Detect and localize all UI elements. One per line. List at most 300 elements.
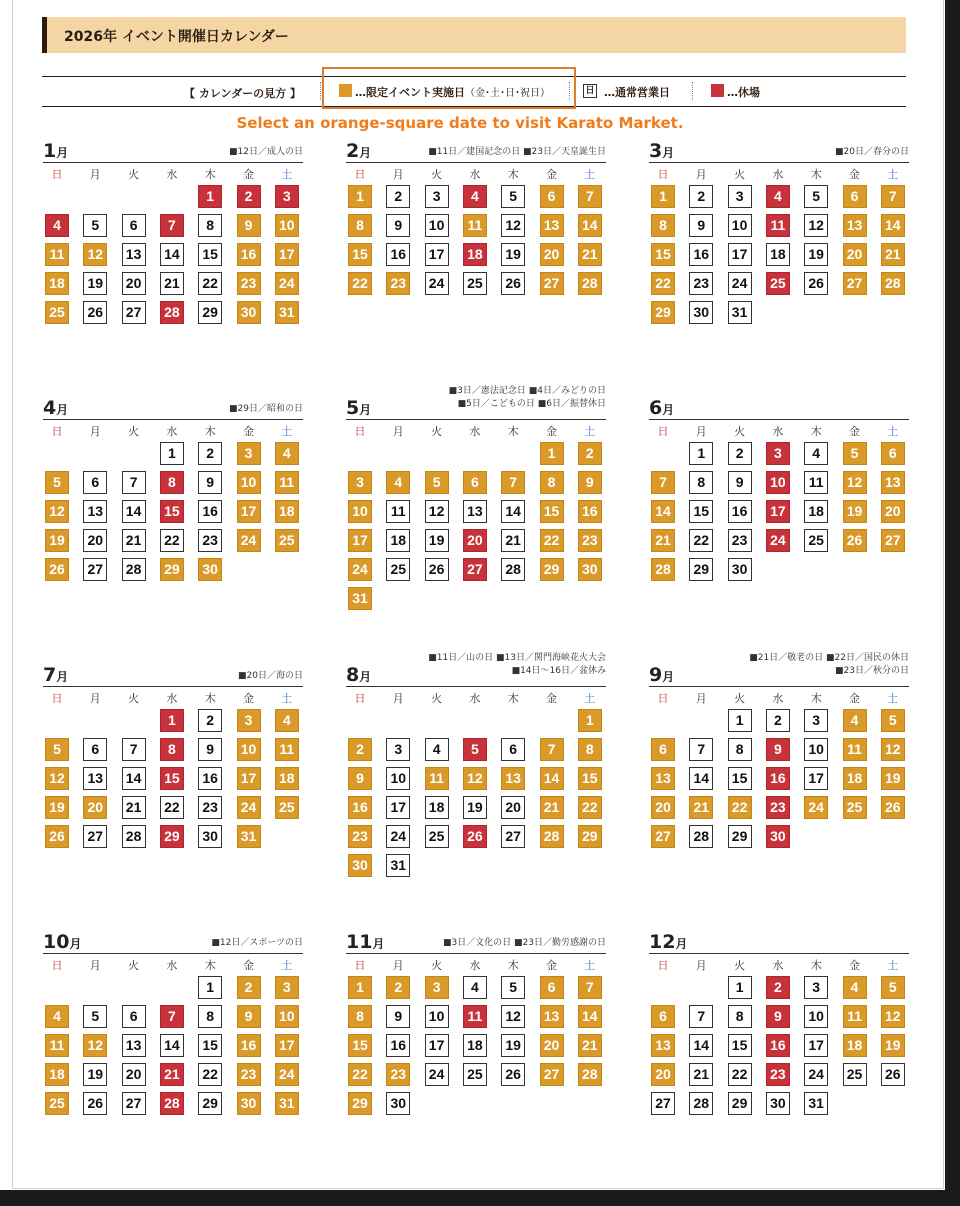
month-unit: 月 (662, 670, 675, 684)
weekday-header: 金 (849, 168, 860, 181)
event-day-cell[interactable]: 23 (386, 272, 410, 295)
month-name (43, 140, 68, 162)
weekday-header: 木 (810, 959, 822, 972)
event-day-cell[interactable]: 5 (881, 709, 905, 732)
normal-day-cell: 26 (881, 1063, 905, 1086)
event-day-cell[interactable]: 24 (275, 272, 299, 295)
weekday-header: 火 (431, 959, 443, 972)
event-day-cell[interactable]: 19 (843, 500, 867, 523)
event-day-cell[interactable]: 22 (540, 529, 564, 552)
event-day-cell[interactable]: 19 (881, 1034, 905, 1057)
event-day-cell[interactable]: 2 (348, 738, 372, 761)
weekday-header: 月 (695, 425, 707, 438)
event-day-cell[interactable]: 1 (348, 976, 372, 999)
month-number: 6 (649, 397, 663, 419)
month-divider (346, 419, 606, 420)
event-day-cell[interactable]: 10 (237, 738, 261, 761)
event-day-cell[interactable]: 16 (237, 1034, 261, 1057)
event-day-cell[interactable]: 12 (463, 767, 487, 790)
weekday-header: 土 (887, 692, 899, 705)
normal-day-cell: 18 (425, 796, 449, 819)
event-day-cell[interactable]: 15 (540, 500, 564, 523)
event-day-cell[interactable]: 1 (540, 442, 564, 465)
normal-day-swatch: 日 (583, 84, 597, 98)
event-day-cell[interactable]: 21 (651, 529, 675, 552)
event-day-cell[interactable]: 25 (843, 796, 867, 819)
event-day-cell[interactable]: 1 (348, 185, 372, 208)
event-day-cell[interactable]: 15 (578, 767, 602, 790)
event-day-cell[interactable]: 15 (348, 1034, 372, 1057)
normal-day-cell: 12 (501, 214, 525, 237)
weekday-header: 月 (695, 168, 707, 181)
normal-day-cell: 26 (83, 1092, 107, 1115)
event-day-cell[interactable]: 2 (386, 976, 410, 999)
event-day-cell[interactable]: 18 (843, 1034, 867, 1057)
event-day-cell[interactable]: 13 (651, 767, 675, 790)
event-day-cell[interactable]: 29 (578, 825, 602, 848)
holiday-note: ■23日／秋分の日 (835, 666, 909, 676)
month-divider (43, 686, 303, 687)
normal-day-cell: 10 (804, 738, 828, 761)
event-day-cell[interactable]: 5 (881, 976, 905, 999)
normal-day-cell: 19 (463, 796, 487, 819)
event-day-cell[interactable]: 5 (425, 471, 449, 494)
weekday-header: 月 (89, 425, 101, 438)
event-day-cell[interactable]: 6 (651, 738, 675, 761)
event-day-cell[interactable]: 12 (45, 500, 69, 523)
event-day-cell[interactable]: 23 (348, 825, 372, 848)
holiday-note: ■20日／春分の日 (835, 147, 909, 157)
month-number: 12 (649, 931, 676, 953)
normal-day-cell: 11 (804, 471, 828, 494)
closed-day-cell: 3 (766, 442, 790, 465)
event-day-cell[interactable]: 20 (540, 243, 564, 266)
event-day-cell[interactable]: 8 (348, 214, 372, 237)
event-day-cell[interactable]: 10 (237, 471, 261, 494)
month-divider (649, 419, 909, 420)
event-day-cell[interactable]: 7 (881, 185, 905, 208)
event-day-cell[interactable]: 9 (578, 471, 602, 494)
event-day-cell[interactable]: 11 (463, 214, 487, 237)
event-day-cell[interactable]: 26 (881, 796, 905, 819)
event-day-cell[interactable]: 14 (651, 500, 675, 523)
normal-day-cell: 22 (198, 272, 222, 295)
event-day-cell[interactable]: 8 (651, 214, 675, 237)
normal-day-cell: 15 (728, 767, 752, 790)
event-day-cell[interactable]: 7 (501, 471, 525, 494)
event-day-cell[interactable]: 12 (881, 738, 905, 761)
event-day-cell[interactable]: 16 (348, 796, 372, 819)
month-divider (649, 162, 909, 163)
weekday-header: 水 (166, 959, 178, 972)
event-day-cell[interactable]: 28 (651, 558, 675, 581)
normal-day-cell: 19 (501, 1034, 525, 1057)
closed-day-cell: 30 (766, 825, 790, 848)
event-day-cell[interactable]: 31 (275, 301, 299, 324)
month-number: 9 (649, 664, 663, 686)
weekday-header: 日 (657, 959, 669, 972)
normal-day-cell: 24 (386, 825, 410, 848)
event-day-cell[interactable]: 26 (45, 558, 69, 581)
event-day-cell[interactable]: 22 (651, 272, 675, 295)
weekday-header: 金 (243, 692, 254, 705)
month-name (346, 664, 371, 686)
event-legend-highlight (322, 67, 576, 109)
event-day-cell[interactable]: 13 (501, 767, 525, 790)
normal-day-cell: 15 (198, 1034, 222, 1057)
weekday-header: 水 (772, 692, 784, 705)
weekday-header: 金 (546, 425, 557, 438)
event-day-cell[interactable]: 24 (275, 1063, 299, 1086)
normal-day-cell: 3 (386, 738, 410, 761)
event-day-cell[interactable]: 12 (843, 471, 867, 494)
event-day-cell[interactable]: 4 (386, 471, 410, 494)
normal-day-cell: 30 (728, 558, 752, 581)
weekday-header: 火 (734, 959, 746, 972)
event-day-cell[interactable]: 12 (83, 1034, 107, 1057)
event-day-cell[interactable]: 19 (45, 529, 69, 552)
event-day-cell[interactable]: 6 (881, 442, 905, 465)
event-day-cell[interactable]: 13 (843, 214, 867, 237)
holiday-note: ■3日／憲法記念日 ■4日／みどりの日 (448, 386, 606, 396)
event-day-cell[interactable]: 27 (843, 272, 867, 295)
normal-day-cell: 15 (728, 1034, 752, 1057)
event-day-cell[interactable]: 20 (83, 796, 107, 819)
event-day-cell[interactable]: 20 (843, 243, 867, 266)
event-day-cell[interactable]: 15 (348, 243, 372, 266)
event-day-cell[interactable]: 21 (540, 796, 564, 819)
event-day-cell[interactable]: 13 (540, 214, 564, 237)
event-day-cell[interactable]: 20 (881, 500, 905, 523)
weekday-header: 火 (128, 168, 140, 181)
normal-day-cell: 6 (501, 738, 525, 761)
event-day-cell[interactable]: 28 (578, 272, 602, 295)
weekday-header: 土 (584, 959, 596, 972)
weekday-header: 火 (128, 959, 140, 972)
event-day-cell[interactable]: 4 (45, 1005, 69, 1028)
event-day-cell[interactable]: 30 (198, 558, 222, 581)
normal-day-cell: 25 (463, 272, 487, 295)
event-day-cell[interactable]: 13 (540, 1005, 564, 1028)
weekday-header: 木 (810, 425, 822, 438)
event-day-cell[interactable]: 4 (843, 976, 867, 999)
normal-day-cell: 30 (198, 825, 222, 848)
event-day-cell[interactable]: 6 (540, 185, 564, 208)
month-number: 5 (346, 397, 360, 419)
event-day-cell[interactable]: 2 (237, 976, 261, 999)
event-day-cell[interactable]: 11 (843, 1005, 867, 1028)
event-day-cell[interactable]: 27 (540, 1063, 564, 1086)
normal-day-cell: 19 (425, 529, 449, 552)
event-day-cell[interactable]: 22 (348, 272, 372, 295)
month-unit: 月 (662, 403, 675, 417)
month-unit: 月 (56, 403, 69, 417)
normal-day-cell: 10 (425, 214, 449, 237)
event-day-cell[interactable]: 7 (651, 471, 675, 494)
event-day-cell[interactable]: 5 (45, 471, 69, 494)
event-day-cell[interactable]: 8 (578, 738, 602, 761)
normal-day-cell: 8 (728, 1005, 752, 1028)
normal-day-cell: 30 (386, 1092, 410, 1115)
normal-day-cell: 13 (122, 243, 146, 266)
event-day-cell[interactable]: 31 (348, 587, 372, 610)
month-name (649, 664, 674, 686)
event-day-cell[interactable]: 28 (881, 272, 905, 295)
weekday-header: 土 (584, 692, 596, 705)
event-day-cell[interactable]: 20 (651, 1063, 675, 1086)
event-day-cell[interactable]: 21 (578, 243, 602, 266)
normal-day-cell: 5 (804, 185, 828, 208)
event-day-cell[interactable]: 22 (348, 1063, 372, 1086)
event-day-cell[interactable]: 17 (275, 1034, 299, 1057)
event-day-cell[interactable]: 7 (540, 738, 564, 761)
normal-day-cell: 4 (425, 738, 449, 761)
event-day-cell[interactable]: 5 (843, 442, 867, 465)
event-day-cell[interactable]: 10 (275, 1005, 299, 1028)
event-day-cell[interactable]: 4 (275, 442, 299, 465)
event-day-cell[interactable]: 27 (540, 272, 564, 295)
weekday-header: 土 (887, 425, 899, 438)
normal-day-cell: 23 (689, 272, 713, 295)
normal-day-cell: 1 (160, 442, 184, 465)
holiday-note: ■5日／こどもの日 ■6日／振替休日 (457, 399, 606, 409)
event-day-cell[interactable]: 16 (237, 243, 261, 266)
event-day-cell[interactable]: 27 (881, 529, 905, 552)
weekday-header: 土 (887, 959, 899, 972)
event-day-cell[interactable]: 10 (348, 500, 372, 523)
month-5 (346, 386, 606, 647)
event-day-cell[interactable]: 9 (237, 214, 261, 237)
event-day-cell[interactable]: 30 (237, 1092, 261, 1115)
holiday-notes (749, 652, 909, 678)
event-day-cell[interactable]: 17 (237, 767, 261, 790)
event-day-cell[interactable]: 24 (237, 529, 261, 552)
event-day-cell[interactable]: 19 (881, 767, 905, 790)
month-name (43, 397, 68, 419)
month-number: 7 (43, 664, 57, 686)
event-day-cell[interactable]: 18 (45, 272, 69, 295)
event-day-cell[interactable]: 22 (728, 796, 752, 819)
event-day-cell[interactable]: 13 (651, 1034, 675, 1057)
event-day-cell[interactable]: 19 (45, 796, 69, 819)
closed-day-cell: 4 (766, 185, 790, 208)
event-day-cell[interactable]: 29 (348, 1092, 372, 1115)
month-name (346, 140, 371, 162)
event-day-cell[interactable]: 17 (237, 500, 261, 523)
normal-day-cell: 13 (463, 500, 487, 523)
event-day-cell[interactable]: 11 (275, 471, 299, 494)
event-day-cell[interactable]: 14 (578, 214, 602, 237)
event-day-cell[interactable]: 24 (804, 796, 828, 819)
month-name (649, 140, 674, 162)
event-day-cell[interactable]: 1 (651, 185, 675, 208)
event-day-cell[interactable]: 12 (45, 767, 69, 790)
event-day-cell[interactable]: 29 (160, 558, 184, 581)
normal-day-cell: 3 (425, 185, 449, 208)
event-day-cell[interactable]: 29 (540, 558, 564, 581)
holiday-note: ■3日／文化の日 ■23日／勤労感謝の日 (442, 938, 606, 948)
event-day-cell[interactable]: 18 (843, 767, 867, 790)
holiday-note: ■12日／スポーツの日 (211, 938, 303, 948)
event-day-cell[interactable]: 21 (689, 796, 713, 819)
closed-day-cell: 10 (766, 471, 790, 494)
event-day-cell[interactable]: 21 (578, 1034, 602, 1057)
event-day-cell[interactable]: 11 (45, 243, 69, 266)
event-day-cell[interactable]: 24 (237, 796, 261, 819)
normal-day-cell: 20 (122, 272, 146, 295)
event-day-cell[interactable]: 25 (275, 796, 299, 819)
event-day-cell[interactable]: 23 (237, 1063, 261, 1086)
event-day-cell[interactable]: 23 (237, 272, 261, 295)
event-day-cell[interactable]: 28 (540, 825, 564, 848)
weekday-header: 水 (469, 425, 481, 438)
normal-day-cell: 18 (766, 243, 790, 266)
event-day-cell[interactable]: 6 (463, 471, 487, 494)
event-day-cell[interactable]: 10 (275, 214, 299, 237)
event-day-cell[interactable]: 25 (275, 529, 299, 552)
event-day-cell[interactable]: 4 (275, 709, 299, 732)
weekday-header: 金 (849, 425, 860, 438)
weekday-header: 日 (51, 168, 63, 181)
event-day-cell[interactable]: 8 (540, 471, 564, 494)
normal-day-cell: 27 (83, 558, 107, 581)
event-day-cell[interactable]: 15 (651, 243, 675, 266)
title-accent (42, 17, 47, 53)
month-name (43, 664, 68, 686)
normal-day-cell: 18 (463, 1034, 487, 1057)
event-day-cell[interactable]: 26 (843, 529, 867, 552)
normal-day-cell: 9 (728, 471, 752, 494)
event-day-cell[interactable]: 13 (881, 471, 905, 494)
closed-day-cell: 27 (463, 558, 487, 581)
event-day-cell[interactable]: 23 (386, 1063, 410, 1086)
weekday-header: 日 (354, 168, 366, 181)
normal-day-cell: 26 (83, 301, 107, 324)
closed-day-cell: 5 (463, 738, 487, 761)
event-day-cell[interactable]: 6 (651, 1005, 675, 1028)
event-day-cell[interactable]: 16 (578, 500, 602, 523)
event-day-cell[interactable]: 3 (425, 976, 449, 999)
event-day-cell[interactable]: 2 (578, 442, 602, 465)
event-day-cell[interactable]: 23 (578, 529, 602, 552)
event-day-cell[interactable]: 7 (578, 976, 602, 999)
event-day-cell[interactable]: 14 (578, 1005, 602, 1028)
event-day-cell[interactable]: 17 (348, 529, 372, 552)
event-day-cell[interactable]: 11 (45, 1034, 69, 1057)
event-day-cell[interactable]: 18 (275, 767, 299, 790)
closed-day-cell: 4 (45, 214, 69, 237)
normal-day-cell: 15 (689, 500, 713, 523)
closed-day-cell: 16 (766, 1034, 790, 1057)
event-day-cell[interactable]: 1 (578, 709, 602, 732)
event-day-cell[interactable]: 29 (651, 301, 675, 324)
closed-day-cell: 28 (160, 301, 184, 324)
event-day-cell[interactable]: 18 (45, 1063, 69, 1086)
event-day-cell[interactable]: 17 (275, 243, 299, 266)
month-divider (43, 953, 303, 954)
normal-day-cell: 17 (386, 796, 410, 819)
normal-day-cell: 14 (122, 767, 146, 790)
normal-day-cell: 29 (728, 1092, 752, 1115)
event-day-cell[interactable]: 6 (540, 976, 564, 999)
event-day-cell[interactable]: 27 (651, 825, 675, 848)
weekday-header: 火 (128, 692, 140, 705)
normal-day-cell: 14 (501, 500, 525, 523)
event-day-cell[interactable]: 31 (237, 825, 261, 848)
event-day-cell[interactable]: 3 (237, 709, 261, 732)
event-day-cell[interactable]: 9 (237, 1005, 261, 1028)
event-day-cell[interactable]: 3 (275, 976, 299, 999)
normal-day-cell: 13 (122, 1034, 146, 1057)
holiday-notes (211, 937, 303, 950)
closed-day-cell: 7 (160, 1005, 184, 1028)
normal-day-cell: 14 (160, 1034, 184, 1057)
event-day-cell[interactable]: 25 (45, 301, 69, 324)
event-day-cell[interactable]: 18 (275, 500, 299, 523)
event-day-cell[interactable]: 5 (45, 738, 69, 761)
event-day-cell[interactable]: 20 (651, 796, 675, 819)
event-day-cell[interactable]: 20 (540, 1034, 564, 1057)
normal-day-cell: 27 (122, 301, 146, 324)
event-day-cell[interactable]: 24 (348, 558, 372, 581)
event-day-cell[interactable]: 11 (425, 767, 449, 790)
event-day-cell[interactable]: 3 (348, 471, 372, 494)
closed-day-cell: 16 (766, 767, 790, 790)
weekday-header: 日 (51, 425, 63, 438)
event-day-cell[interactable]: 30 (578, 558, 602, 581)
event-day-cell[interactable]: 14 (540, 767, 564, 790)
weekday-header: 火 (128, 425, 140, 438)
closed-day-cell: 2 (766, 976, 790, 999)
event-day-cell[interactable]: 25 (45, 1092, 69, 1115)
event-day-cell[interactable]: 9 (348, 767, 372, 790)
event-day-cell[interactable]: 26 (45, 825, 69, 848)
event-day-cell[interactable]: 28 (578, 1063, 602, 1086)
event-day-cell[interactable]: 14 (881, 214, 905, 237)
event-day-cell[interactable]: 3 (237, 442, 261, 465)
event-day-cell[interactable]: 12 (881, 1005, 905, 1028)
event-day-cell[interactable]: 22 (578, 796, 602, 819)
normal-day-cell: 6 (122, 1005, 146, 1028)
event-day-cell[interactable]: 11 (843, 738, 867, 761)
event-day-cell[interactable]: 30 (348, 854, 372, 877)
event-day-cell[interactable]: 7 (578, 185, 602, 208)
normal-day-cell: 23 (198, 796, 222, 819)
normal-day-cell: 2 (766, 709, 790, 732)
event-day-cell[interactable]: 11 (275, 738, 299, 761)
normal-day-cell: 30 (689, 301, 713, 324)
normal-day-cell: 16 (386, 243, 410, 266)
weekday-header: 水 (772, 959, 784, 972)
normal-day-cell: 25 (804, 529, 828, 552)
weekday-header: 日 (354, 692, 366, 705)
event-day-cell[interactable]: 30 (237, 301, 261, 324)
weekday-header: 水 (469, 692, 481, 705)
closed-day-cell: 2 (237, 185, 261, 208)
closed-day-cell: 9 (766, 1005, 790, 1028)
event-day-cell[interactable]: 8 (348, 1005, 372, 1028)
holiday-note: ■20日／海の日 (238, 671, 303, 681)
normal-day-cell: 5 (83, 214, 107, 237)
event-day-cell[interactable]: 12 (83, 243, 107, 266)
event-day-cell[interactable]: 21 (881, 243, 905, 266)
event-day-cell[interactable]: 31 (275, 1092, 299, 1115)
event-day-cell[interactable]: 4 (843, 709, 867, 732)
event-day-cell[interactable]: 6 (843, 185, 867, 208)
normal-day-cell: 13 (83, 500, 107, 523)
normal-day-cell: 20 (122, 1063, 146, 1086)
holiday-note: ■12日／成人の日 (229, 147, 303, 157)
